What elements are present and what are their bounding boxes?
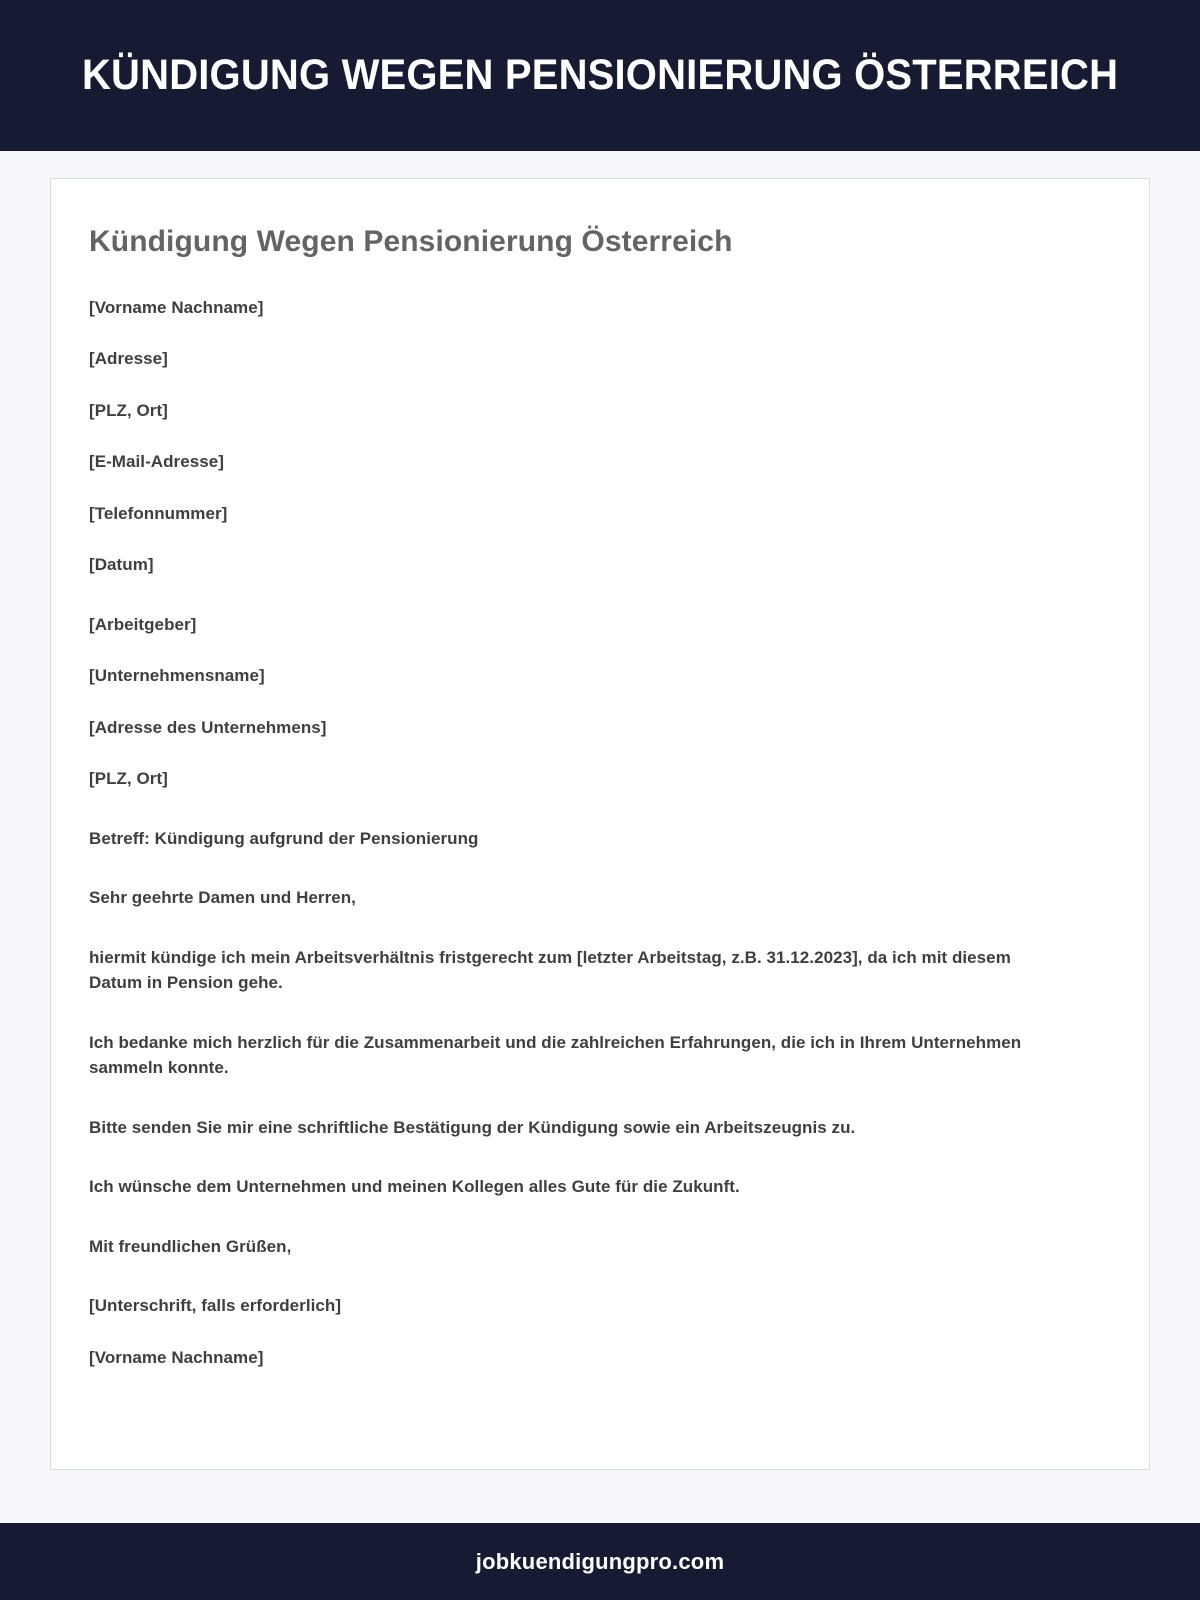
document-title: Kündigung Wegen Pensionierung Österreich bbox=[89, 225, 733, 258]
site-footer bbox=[0, 1523, 1200, 1600]
recipient-company-address: [Adresse des Unternehmens] bbox=[89, 717, 327, 737]
sender-phone: [Telefonnummer] bbox=[89, 503, 228, 523]
sender-email: [E-Mail-Adresse] bbox=[89, 452, 224, 471]
footer-site-name: jobkuendigungpro.com bbox=[475, 1548, 725, 1574]
recipient-company-name: [Unternehmensname] bbox=[89, 666, 265, 685]
signature-placeholder: [Unterschrift, falls erforderlich] bbox=[89, 1296, 342, 1315]
recipient-employer: [Arbeitgeber] bbox=[89, 614, 197, 634]
letter-paragraph-2: Ich bedanke mich herzlich für die Zusammenarbeit und die zahlreichen Erfahrungen, die ich in Ihrem Unternehmen sammeln konnte. bbox=[89, 1032, 1022, 1077]
site-header bbox=[0, 0, 1200, 151]
signature-name: [Vorname Nachname] bbox=[89, 1347, 264, 1367]
letter-content bbox=[89, 295, 1111, 1371]
page-title: KÜNDIGUNG WEGEN PENSIONIERUNG ÖSTERREICH bbox=[81, 51, 1119, 100]
page-body bbox=[0, 151, 1200, 1523]
sender-address: [Adresse] bbox=[89, 349, 168, 368]
letter-subject: Betreff: Kündigung aufgrund der Pensionierung bbox=[89, 828, 479, 848]
letter-paragraph-1: hiermit kündige ich mein Arbeitsverhältnis fristgerecht zum [letzter Arbeitstag, z.B. 31.12.2023], da ich mit diesem Datum in Pension gehe. bbox=[89, 947, 1011, 992]
letter-salutation: Sehr geehrte Damen und Herren, bbox=[89, 888, 356, 907]
letter-paragraph-4: Ich wünsche dem Unternehmen und meinen Kollegen alles Gute für die Zukunft. bbox=[89, 1177, 740, 1196]
recipient-postal-city: [PLZ, Ort] bbox=[89, 769, 168, 788]
letter-date: [Datum] bbox=[89, 555, 154, 574]
letter-closing: Mit freundlichen Grüßen, bbox=[89, 1236, 292, 1256]
sender-postal-city: [PLZ, Ort] bbox=[89, 400, 168, 420]
letter-paragraph-3: Bitte senden Sie mir eine schriftliche Bestätigung der Kündigung sowie ein Arbeitszeugnis zu. bbox=[89, 1117, 856, 1137]
document-card bbox=[50, 178, 1150, 1470]
sender-name: [Vorname Nachname] bbox=[89, 297, 264, 317]
